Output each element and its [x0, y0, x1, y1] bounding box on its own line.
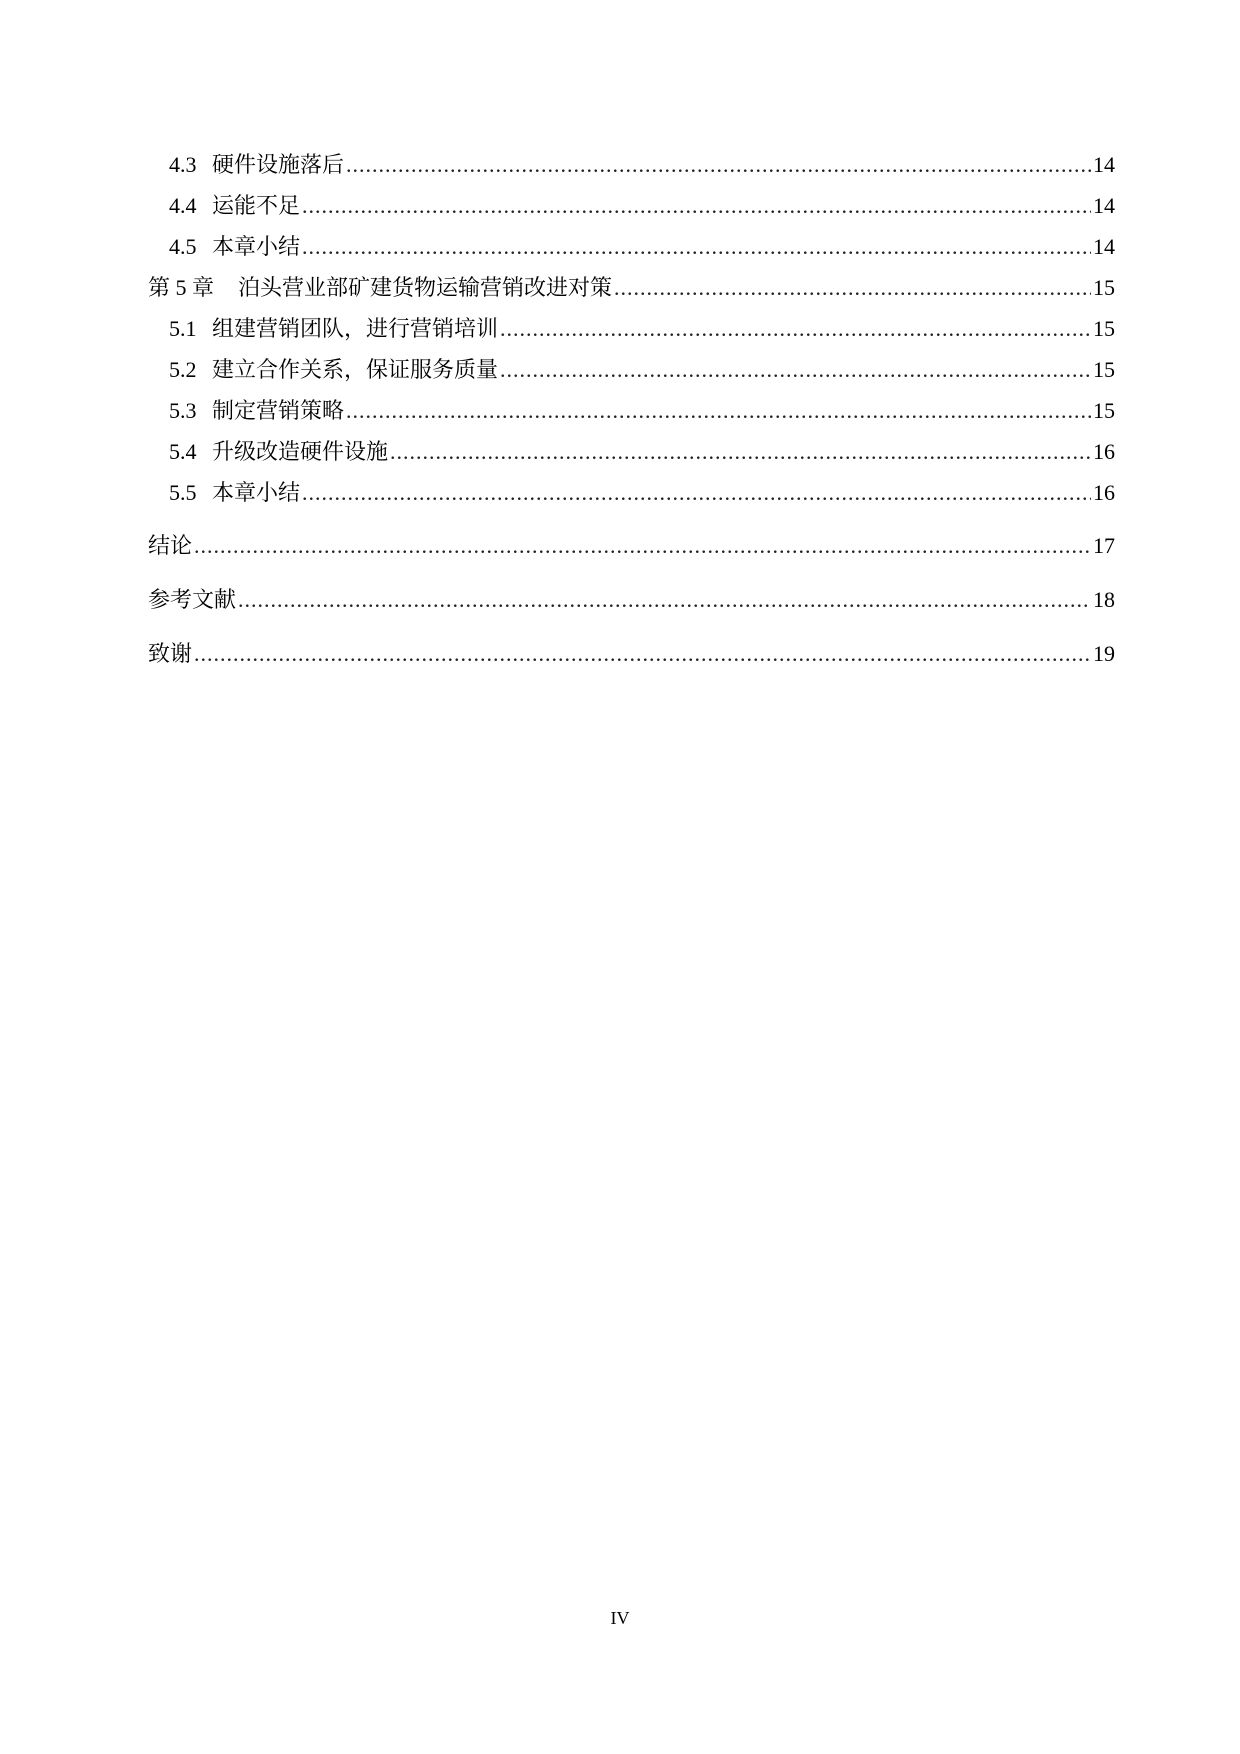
toc-entry-page: 19: [1093, 641, 1115, 666]
toc-entry-page: 16: [1093, 480, 1115, 505]
dot-leader: [500, 355, 1091, 385]
toc-entry-page: 15: [1093, 275, 1115, 300]
toc-entry-5-1[interactable]: [148, 314, 1115, 344]
toc-entry-page: 14: [1093, 193, 1115, 218]
dot-leader: [302, 478, 1091, 508]
toc-entry-number: 4.3: [169, 152, 197, 177]
toc-entry-title: 建立合作关系，保证服务质量: [212, 357, 499, 382]
toc-entry-title: 制定营销策略: [212, 398, 345, 423]
toc-entry-4-3[interactable]: [148, 150, 1115, 180]
toc-entry-references[interactable]: [148, 585, 1115, 615]
toc-entry-page: 15: [1093, 316, 1115, 341]
toc-entry-number: 4.5: [169, 234, 197, 259]
toc-entry-page: 16: [1093, 439, 1115, 464]
page-number-footer: IV: [610, 1608, 630, 1628]
toc-entry-page: 14: [1093, 234, 1115, 259]
toc-entry-5-2[interactable]: [148, 355, 1115, 385]
toc-entry-number: 5.3: [169, 398, 197, 423]
dot-leader: [346, 150, 1091, 180]
toc-entry-5-3[interactable]: [148, 396, 1115, 426]
toc-entry-number: 5.1: [169, 316, 197, 341]
toc-entry-chapter-5[interactable]: [148, 273, 1115, 303]
toc-entry-title: 泊头营业部矿建货物运输营销改进对策: [238, 276, 613, 301]
toc-entry-conclusion[interactable]: [148, 531, 1115, 561]
dot-leader: [346, 396, 1091, 426]
toc-entry-number: 4.4: [169, 193, 197, 218]
dot-leader: [500, 314, 1091, 344]
table-of-contents: [148, 150, 1115, 692]
dot-leader: [302, 191, 1091, 221]
dot-leader: [302, 232, 1091, 262]
toc-entry-title: 致谢: [148, 642, 193, 667]
dot-leader: [194, 531, 1091, 561]
toc-entry-number: 第 5 章: [148, 275, 215, 300]
toc-entry-title: 本章小结: [212, 234, 301, 259]
toc-entry-title: 组建营销团队，进行营销培训: [212, 316, 499, 341]
toc-entry-4-4[interactable]: [148, 191, 1115, 221]
dot-leader: [194, 639, 1091, 669]
toc-entry-page: 18: [1093, 587, 1115, 612]
dot-leader: [390, 437, 1091, 467]
toc-entry-title: 本章小结: [212, 480, 301, 505]
toc-entry-title: 硬件设施落后: [212, 152, 345, 177]
toc-entry-title: 参考文献: [148, 588, 237, 613]
toc-entry-number: 5.4: [169, 439, 197, 464]
toc-entry-page: 17: [1093, 533, 1115, 558]
toc-entry-title: 结论: [148, 534, 193, 559]
toc-entry-title: 运能不足: [212, 193, 301, 218]
toc-entry-5-5[interactable]: [148, 478, 1115, 508]
toc-entry-5-4[interactable]: [148, 437, 1115, 467]
dot-leader: [238, 585, 1091, 615]
toc-entry-4-5[interactable]: [148, 232, 1115, 262]
toc-entry-acknowledgements[interactable]: [148, 639, 1115, 669]
toc-entry-page: 15: [1093, 398, 1115, 423]
dot-leader: [614, 273, 1091, 303]
toc-entry-page: 15: [1093, 357, 1115, 382]
toc-entry-page: 14: [1093, 152, 1115, 177]
toc-entry-number: 5.5: [169, 480, 197, 505]
toc-entry-title: 升级改造硬件设施: [212, 439, 389, 464]
toc-entry-number: 5.2: [169, 357, 197, 382]
